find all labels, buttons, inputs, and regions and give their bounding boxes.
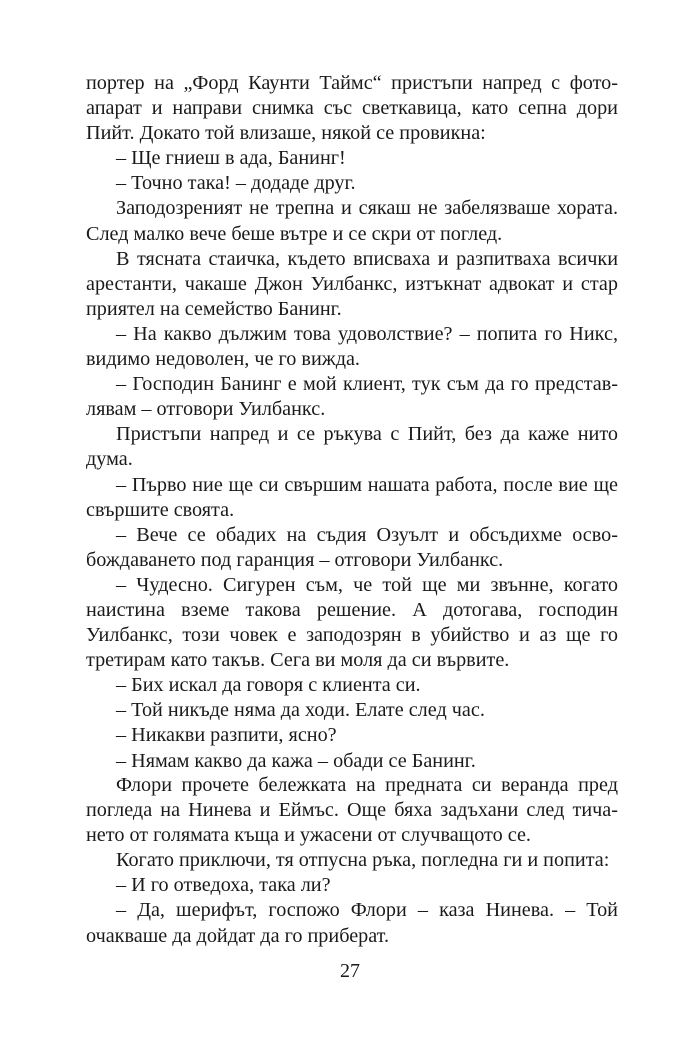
paragraph: – Вече се обадих на съдия Озуълт и обсъдихме освобождаването под гаранция – отговори Уилбанкс. [86,523,618,571]
paragraph: – Точно така! – додаде друг. [116,172,356,195]
text-section-1 [86,71,618,774]
paragraph: В тясната стаичка, където вписваха и разпитваха всички арестанти, чакаше Джон Уилбанкс, изтъкнат адвокат и стар приятел на семейство Банинг. [86,247,618,320]
paragraph: – Бих искал да говоря с клиента си. [116,674,421,697]
paragraph: портер на „Форд Каунти Таймс“ пристъпи напред с фотоапарат и направи снимка със светкавица, като сепна дори Пийт. Докато той влизаше, някой се провикна: [86,72,618,145]
paragraph: – Ще гниеш в ада, Банинг! [116,147,346,170]
paragraph: – И го отведоха, така ли? [116,874,331,897]
text-section-2 [86,773,618,949]
paragraph: – На какво дължим това удоволствие? – попита го Никс, видимо недоволен, че го вижда. [86,322,618,371]
page-number: 27 [340,960,360,982]
paragraph: – Господин Банинг е мой клиент, тук съм да го представлявам – отговори Уилбанкс. [86,373,618,421]
paragraph: – Нямам какво да кажа – обади се Банинг. [116,749,476,772]
paragraph: – Да, шерифът, госпожо Флори – каза Нинева. – Той очакваше да дойдат да го приберат. [86,899,618,947]
paragraph: – Чудесно. Сигурен съм, че той ще ми звънне, когато наистина вземе такова решение. А дотогава, господин Уилбанкс, този човек е заподозрян в убийство и аз ще го третирам като такъв. Сега ви моля да си вървите. [86,573,618,672]
paragraph: – Първо ние ще си свършим нашата работа, после вие ще свършите своята. [86,473,618,521]
paragraph: Флори прочете бележката на предната си веранда пред погледа на Нинева и Еймъс. Още бяха задъхани след тичането от голямата къща и ужасени от случващото се. [86,774,618,847]
paragraph: – Никакви разпити, ясно? [116,724,337,747]
paragraph: – Той никъде няма да ходи. Елате след час. [116,699,485,722]
paragraph: Пристъпи напред и се ръкува с Пийт, без да каже нито дума. [86,423,618,471]
paragraph: Заподозреният не трепна и сякаш не забелязваше хората. След малко вече беше вътре и се скри от поглед. [86,197,618,245]
paragraph: Когато приключи, тя отпусна ръка, погледна ги и попита: [116,849,610,872]
